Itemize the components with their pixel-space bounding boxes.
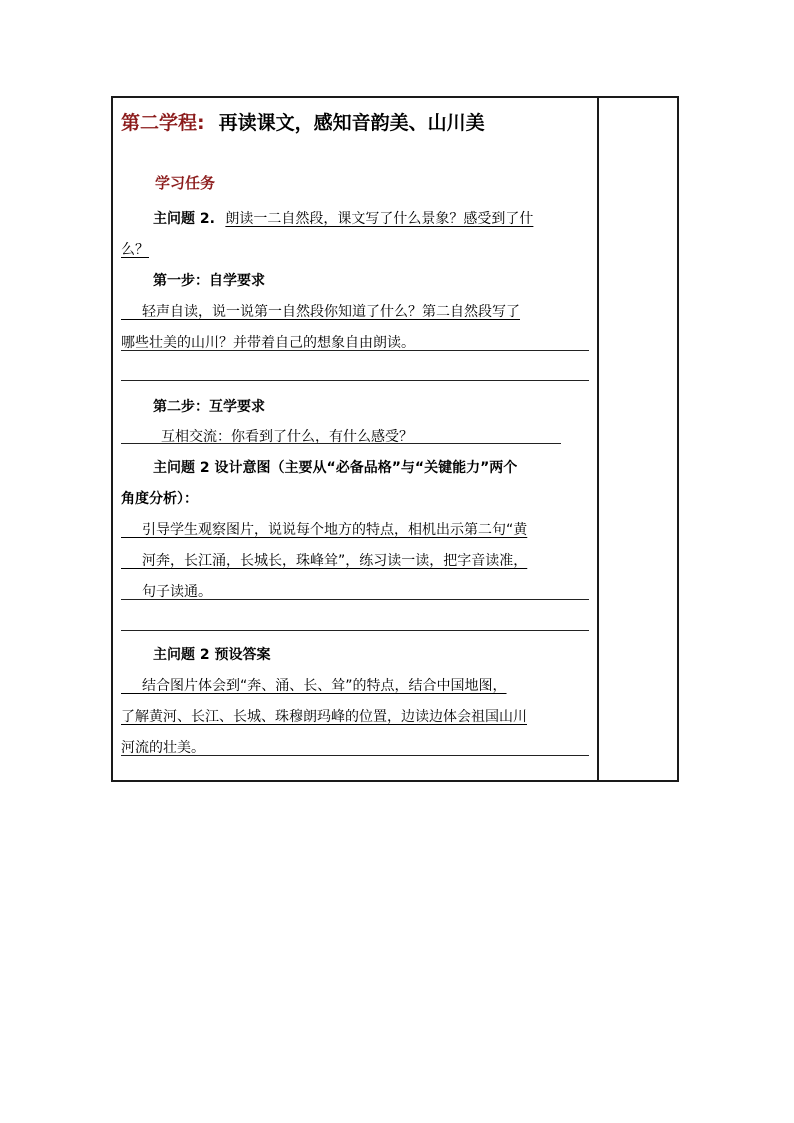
step2-line1: 互相交流：你看到了什么，有什么感受？ xyxy=(161,429,413,445)
lesson-table xyxy=(111,96,679,782)
step1-line2: 哪些壮美的山川？并带着自己的想象自由朗读。 xyxy=(121,335,415,351)
preset-answer-rule xyxy=(121,755,589,756)
design-intent-heading-line2: 角度分析）： xyxy=(121,491,198,507)
preset-answer-line3: 河流的壮美。 xyxy=(121,740,205,756)
main-question-line1 xyxy=(153,208,533,228)
design-intent-rule xyxy=(121,599,589,600)
blank-answer-line xyxy=(121,380,589,381)
design-intent-line1 xyxy=(121,519,527,539)
main-question-label: 主问题 2. xyxy=(153,211,215,227)
design-intent-line2-text: 河奔，长江涌，长城长，珠峰耸”，练习读一读，把字音读准， xyxy=(142,553,528,569)
task-heading: 学习任务 xyxy=(155,174,216,192)
section-heading: 再读课文，感知音韵美、山川美 xyxy=(218,112,485,134)
column-divider xyxy=(597,98,599,780)
step2-rule xyxy=(121,443,561,444)
step1-line1-text: 轻声自读，说一说第一自然段你知道了什么？第二自然段写了 xyxy=(142,304,520,320)
preset-answer-line2: 了解黄河、长江、长城、珠穆朗玛峰的位置，边读边体会祖国山川 xyxy=(121,709,527,725)
design-intent-line2 xyxy=(121,550,527,570)
step1-rule xyxy=(121,350,589,351)
design-intent-heading-line1: 主问题 2 设计意图（主要从“必备品格”与“关键能力”两个 xyxy=(153,460,518,476)
step1-line1 xyxy=(121,301,520,321)
section-title xyxy=(121,108,485,135)
design-intent-line1-text: 引导学生观察图片，说说每个地方的特点，相机出示第二句“黄 xyxy=(142,522,528,538)
preset-answer-heading: 主问题 2 预设答案 xyxy=(153,647,271,663)
section-label: 第二学程: xyxy=(121,112,205,134)
main-question-line2: 么？ xyxy=(121,242,149,258)
step1-heading: 第一步：自学要求 xyxy=(153,273,265,289)
preset-answer-line1 xyxy=(121,675,507,695)
preset-answer-line1-text: 结合图片体会到“奔、涌、长、耸”的特点，结合中国地图， xyxy=(142,678,507,694)
main-question-text: 朗读一二自然段，课文写了什么景象？感受到了什 xyxy=(225,211,534,227)
design-intent-line3-text: 句子读通。 xyxy=(142,584,212,600)
step2-heading: 第二步：互学要求 xyxy=(153,399,265,415)
design-intent-line3 xyxy=(121,581,212,601)
blank-answer-line-2 xyxy=(121,630,589,631)
